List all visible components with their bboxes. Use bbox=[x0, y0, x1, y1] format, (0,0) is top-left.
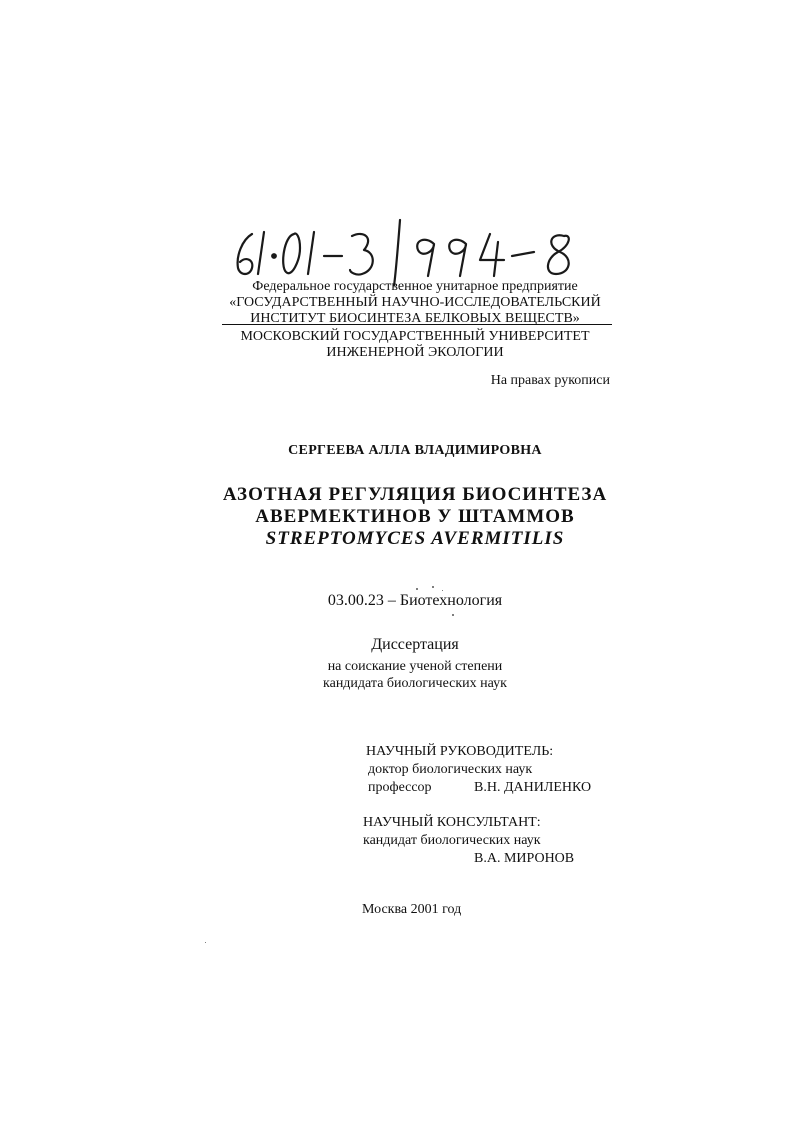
scan-speck bbox=[416, 588, 418, 590]
city-year: Москва 2001 год bbox=[362, 902, 462, 917]
scan-speck bbox=[432, 586, 434, 588]
scan-speck bbox=[442, 590, 443, 591]
handwritten-registry-number bbox=[228, 216, 598, 286]
consultant-degree: кандидат биологических наук bbox=[363, 833, 541, 848]
title-line-1: АЗОТНАЯ РЕГУЛЯЦИЯ БИОСИНТЕЗА bbox=[222, 484, 608, 505]
org-line-2: «ГОСУДАРСТВЕННЫЙ НАУЧНО-ИССЛЕДОВАТЕЛЬСКИЙ bbox=[229, 295, 601, 310]
org-line-4: МОСКОВСКИЙ ГОСУДАРСТВЕННЫЙ УНИВЕРСИТЕТ bbox=[240, 329, 590, 344]
supervisor-title: профессор bbox=[368, 780, 432, 795]
dissertation-line-2: кандидата биологических наук bbox=[323, 676, 507, 691]
consultant-heading: НАУЧНЫЙ КОНСУЛЬТАНТ: bbox=[363, 815, 541, 830]
title-line-3: STREPTOMYCES AVERMITILIS bbox=[265, 528, 565, 549]
scan-speck bbox=[205, 942, 206, 943]
author-name: СЕРГЕЕВА АЛЛА ВЛАДИМИРОВНА bbox=[288, 443, 542, 458]
title-line-2: АВЕРМЕКТИНОВ У ШТАММОВ bbox=[255, 506, 575, 527]
org-line-1: Федеральное государственное унитарное предприятие bbox=[252, 279, 578, 294]
consultant-name: В.А. МИРОНОВ bbox=[474, 851, 575, 866]
org-divider bbox=[222, 324, 612, 325]
supervisor-name: В.Н. ДАНИЛЕНКО bbox=[474, 780, 592, 795]
supervisor-degree: доктор биологических наук bbox=[368, 762, 533, 777]
supervisor-heading: НАУЧНЫЙ РУКОВОДИТЕЛЬ: bbox=[366, 744, 554, 759]
specialty: 03.00.23 – Биотехнология bbox=[327, 592, 503, 609]
org-line-3: ИНСТИТУТ БИОСИНТЕЗА БЕЛКОВЫХ ВЕЩЕСТВ» bbox=[250, 311, 580, 326]
dissertation-heading: Диссертация bbox=[371, 636, 459, 653]
rights-note: На правах рукописи bbox=[490, 373, 610, 388]
org-line-5: ИНЖЕНЕРНОЙ ЭКОЛОГИИ bbox=[326, 345, 504, 360]
scan-speck bbox=[452, 614, 454, 616]
dissertation-line-1: на соискание ученой степени bbox=[327, 659, 503, 674]
